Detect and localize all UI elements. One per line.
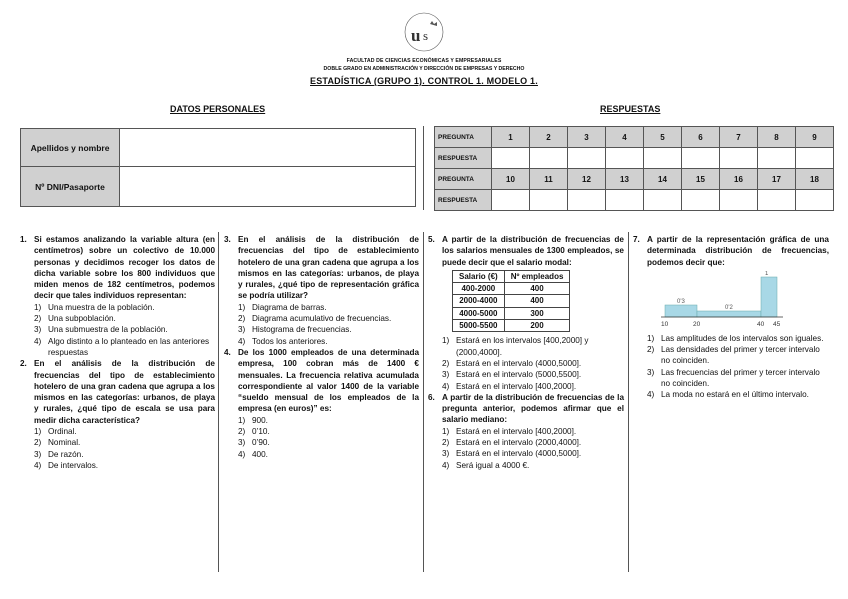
option[interactable] bbox=[20, 437, 215, 448]
option[interactable] bbox=[224, 302, 419, 313]
question-number: 15 bbox=[682, 169, 720, 190]
question-number: 6 bbox=[682, 127, 720, 148]
question-7 bbox=[633, 234, 829, 268]
answers-table bbox=[434, 126, 834, 211]
histogram-bar bbox=[665, 305, 697, 317]
column-divider bbox=[423, 232, 424, 572]
option-text: 0’10. bbox=[252, 427, 270, 437]
x-tick-label: 10 bbox=[661, 320, 669, 328]
header-divider bbox=[423, 126, 424, 210]
x-tick-label: 20 bbox=[693, 320, 701, 328]
option[interactable] bbox=[428, 381, 624, 392]
dni-label: Nº DNI/Pasaporte bbox=[21, 167, 120, 207]
question-number: 3 bbox=[568, 127, 606, 148]
salary-cell: 400-2000 bbox=[453, 283, 505, 295]
answer-cell[interactable] bbox=[720, 190, 758, 211]
answer-cell[interactable] bbox=[492, 190, 530, 211]
answer-cell[interactable] bbox=[492, 148, 530, 169]
option[interactable] bbox=[633, 333, 829, 344]
faculty-name: FACULTAD DE CIENCIAS ECONÓMICAS Y EMPRESARIALES bbox=[346, 58, 502, 64]
name-label: Apellidos y nombre bbox=[21, 129, 120, 167]
question-number: 5 bbox=[644, 127, 682, 148]
answer-cell[interactable] bbox=[758, 148, 796, 169]
column-4 bbox=[633, 234, 829, 401]
option-text: La moda no estará en el último intervalo. bbox=[661, 390, 809, 400]
option-text: Una subpoblación. bbox=[48, 314, 116, 324]
question-number: 5. bbox=[428, 235, 435, 244]
personal-data-table bbox=[20, 128, 416, 207]
option-text: De intervalos. bbox=[48, 460, 99, 470]
option[interactable] bbox=[20, 302, 215, 313]
employees-cell: 200 bbox=[504, 320, 570, 332]
option[interactable] bbox=[224, 437, 419, 448]
personal-data-title: DATOS PERSONALES bbox=[170, 104, 266, 114]
salary-cell: 4000-5000 bbox=[453, 307, 505, 319]
question-text: En el análisis de la distribución de frecuencias del tipo de establecimiento hotelero de una gran cadena que agrupa a los mismos en las categorías: urbanos, de playa y rurales, ¿qué tipo de escala se usa para medir dicha característica? bbox=[34, 359, 215, 425]
option-number: 4) bbox=[442, 381, 450, 391]
option-number: 4) bbox=[34, 460, 42, 470]
option[interactable] bbox=[20, 426, 215, 437]
option[interactable] bbox=[224, 426, 419, 437]
option[interactable] bbox=[224, 313, 419, 324]
histogram-bar bbox=[697, 311, 761, 317]
option-text: Una muestra de la población. bbox=[48, 302, 155, 312]
question-2 bbox=[20, 358, 215, 426]
option-number: 2) bbox=[442, 438, 450, 448]
question-number: 17 bbox=[758, 169, 796, 190]
option[interactable] bbox=[633, 344, 829, 367]
answer-cell[interactable] bbox=[568, 148, 606, 169]
question-number: 18 bbox=[796, 169, 834, 190]
question-number: 4. bbox=[224, 347, 231, 357]
question-text: A partir de la distribución de frecuencias de los salarios mensuales de 1300 empleados, se puede decir que el salario modal: bbox=[442, 235, 624, 267]
question-number: 14 bbox=[644, 169, 682, 190]
option-text: Diagrama acumulativo de frecuencias. bbox=[252, 314, 392, 324]
answer-cell[interactable] bbox=[606, 190, 644, 211]
column-2 bbox=[224, 234, 419, 460]
option-text: 900. bbox=[252, 415, 268, 425]
column-divider bbox=[628, 232, 629, 572]
question-5 bbox=[428, 234, 624, 268]
question-number: 1 bbox=[492, 127, 530, 148]
question-number: 16 bbox=[720, 169, 758, 190]
histogram-chart bbox=[633, 271, 823, 331]
option-text: Nominal. bbox=[48, 438, 81, 448]
question-number: 10 bbox=[492, 169, 530, 190]
option[interactable] bbox=[633, 367, 829, 390]
option-number: 1) bbox=[238, 415, 246, 425]
answer-cell[interactable] bbox=[568, 190, 606, 211]
answer-cell[interactable] bbox=[530, 190, 568, 211]
name-field[interactable] bbox=[120, 129, 416, 167]
answer-cell[interactable] bbox=[796, 190, 834, 211]
answer-cell[interactable] bbox=[644, 148, 682, 169]
salary-header: Salario (€) bbox=[453, 270, 505, 282]
option-text: Diagrama de barras. bbox=[252, 302, 327, 312]
option-text: Estará en el intervalo (2000,4000]. bbox=[456, 438, 582, 448]
histogram-bar bbox=[761, 277, 777, 317]
option-text: Una submuestra de la población. bbox=[48, 325, 168, 335]
answers-title: RESPUESTAS bbox=[600, 104, 661, 114]
question-text: En el análisis de la distribución de frecuencias del tipo de establecimiento hotelero de una gran cadena que agrupa a los mismos en las categorías: urbanos, de playa y rurales, ¿qué tipo de representación gráfica se podría utilizar? bbox=[238, 235, 419, 301]
option-text: Estará en el intervalo [400,2000]. bbox=[456, 381, 577, 391]
question-number: 6. bbox=[428, 392, 435, 402]
option-text: Estará en el intervalo [400,2000]. bbox=[456, 426, 577, 436]
respuesta-label: RESPUESTA bbox=[435, 190, 492, 211]
option[interactable] bbox=[224, 449, 419, 460]
option-number: 2) bbox=[442, 358, 450, 368]
option[interactable] bbox=[224, 336, 419, 347]
svg-text:u: u bbox=[411, 26, 421, 45]
option-number: 3) bbox=[34, 325, 42, 335]
salary-cell: 5000-5500 bbox=[453, 320, 505, 332]
x-tick-label: 40 bbox=[757, 320, 765, 328]
question-number: 7 bbox=[720, 127, 758, 148]
dni-field[interactable] bbox=[120, 167, 416, 207]
answers-row-input-1 bbox=[435, 148, 834, 169]
answer-cell[interactable] bbox=[720, 148, 758, 169]
answer-cell[interactable] bbox=[606, 148, 644, 169]
option-number: 1) bbox=[34, 302, 42, 312]
question-number: 2. bbox=[20, 359, 27, 369]
question-number: 8 bbox=[758, 127, 796, 148]
option[interactable] bbox=[224, 324, 419, 335]
column-1 bbox=[20, 234, 215, 471]
employees-header: Nº empleados bbox=[504, 270, 570, 282]
option[interactable] bbox=[428, 426, 624, 437]
option-number: 4) bbox=[238, 449, 246, 459]
option-text: De razón. bbox=[48, 449, 84, 459]
option-number: 1) bbox=[647, 333, 655, 343]
question-number: 4 bbox=[606, 127, 644, 148]
option[interactable] bbox=[20, 336, 215, 359]
question-number: 1. bbox=[20, 235, 27, 244]
option-text: Las frecuencias del primer y tercer intervalo no coinciden. bbox=[661, 367, 820, 389]
respuesta-label: RESPUESTA bbox=[435, 148, 492, 169]
option-text: Estará en el intervalo (4000,5000]. bbox=[456, 449, 582, 459]
answers-row-input-2 bbox=[435, 190, 834, 211]
bar-label: 0'3 bbox=[677, 298, 685, 305]
option-number: 3) bbox=[238, 325, 246, 335]
bar-label: 1 bbox=[765, 270, 769, 277]
option[interactable] bbox=[20, 313, 215, 324]
option-text: Ordinal. bbox=[48, 427, 77, 437]
bar-label: 0'2 bbox=[725, 304, 733, 311]
x-tick-label: 45 bbox=[773, 320, 781, 328]
option-text: 0’90. bbox=[252, 438, 270, 448]
option[interactable] bbox=[428, 448, 624, 459]
option[interactable] bbox=[428, 335, 624, 358]
pregunta-label: PREGUNTA bbox=[435, 169, 492, 190]
question-text: De los 1000 empleados de una determinada empresa, 100 cobran más de 1400 € mensuales. La frecuencia relativa acumulada correspondiente al valor 1400 de la variable “sueldo mensual de los empleados de la empresa (en euros)” es: bbox=[238, 347, 419, 414]
answer-cell[interactable] bbox=[530, 148, 568, 169]
degree-name: DOBLE GRADO EN ADMINISTRACIÓN Y DIRECCIÓN DE EMPRESAS Y DERECHO bbox=[323, 66, 525, 72]
option-text: 400. bbox=[252, 449, 268, 459]
option-number: 1) bbox=[442, 426, 450, 436]
option-number: 2) bbox=[647, 345, 655, 355]
option-text: Será igual a 4000 €. bbox=[456, 460, 530, 470]
column-3 bbox=[428, 234, 624, 471]
question-number: 12 bbox=[568, 169, 606, 190]
option-number: 3) bbox=[34, 449, 42, 459]
question-text: Si estamos analizando la variable altura (en centímetros) sobre un colectivo de 10.000 personas y decidimos recoger los datos de dicha variable sobre los 800 individuos que miden menos de 182 centímetros, podemos decir que tales individuos representan: bbox=[34, 235, 215, 301]
answer-cell[interactable] bbox=[682, 190, 720, 211]
question-number: 9 bbox=[796, 127, 834, 148]
employees-cell: 400 bbox=[504, 283, 570, 295]
column-divider bbox=[218, 232, 219, 572]
option-number: 4) bbox=[442, 460, 450, 470]
question-number: 3. bbox=[224, 235, 231, 244]
question-6 bbox=[428, 392, 624, 426]
exam-title: ESTADÍSTICA (GRUPO 1). CONTROL 1. MODELO 1. bbox=[310, 76, 538, 86]
option[interactable] bbox=[428, 437, 624, 448]
question-3 bbox=[224, 234, 419, 302]
question-number: 2 bbox=[530, 127, 568, 148]
pregunta-label: PREGUNTA bbox=[435, 127, 492, 148]
option-number: 1) bbox=[442, 336, 450, 346]
option-number: 2) bbox=[34, 314, 42, 324]
question-text: A partir de la representación gráfica de una determinada distribución de frecuencias, podemos decir que: bbox=[647, 235, 829, 267]
option[interactable] bbox=[224, 415, 419, 426]
option-number: 2) bbox=[238, 314, 246, 324]
option[interactable] bbox=[20, 449, 215, 460]
answer-cell[interactable] bbox=[796, 148, 834, 169]
question-number: 13 bbox=[606, 169, 644, 190]
svg-text:s: s bbox=[423, 28, 429, 43]
answer-cell[interactable] bbox=[758, 190, 796, 211]
option-number: 3) bbox=[647, 367, 655, 377]
answer-cell[interactable] bbox=[644, 190, 682, 211]
option-number: 1) bbox=[238, 302, 246, 312]
employees-cell: 400 bbox=[504, 295, 570, 307]
option[interactable] bbox=[428, 358, 624, 369]
option-text: Histograma de frecuencias. bbox=[252, 325, 352, 335]
option-number: 3) bbox=[442, 370, 450, 380]
option-text: Las densidades del primer y tercer intervalo no coinciden. bbox=[661, 345, 820, 366]
salary-cell: 2000-4000 bbox=[453, 295, 505, 307]
question-number: 11 bbox=[530, 169, 568, 190]
question-number: 7. bbox=[633, 235, 640, 244]
answer-cell[interactable] bbox=[682, 148, 720, 169]
option[interactable] bbox=[428, 369, 624, 380]
question-text: A partir de la distribución de frecuencias de la pregunta anterior, podemos afirmar que el salario mediano: bbox=[442, 392, 624, 425]
option-number: 3) bbox=[442, 449, 450, 459]
employees-cell: 300 bbox=[504, 307, 570, 319]
question-4 bbox=[224, 347, 419, 415]
option[interactable] bbox=[20, 324, 215, 335]
option-text: Todos los anteriores. bbox=[252, 336, 328, 346]
question-1 bbox=[20, 234, 215, 302]
option-text: Estará en el intervalo (4000,5000]. bbox=[456, 358, 582, 368]
option-text: Estará en el intervalo (5000,5500]. bbox=[456, 370, 582, 380]
answers-row-numbers-1 bbox=[435, 127, 834, 148]
option[interactable] bbox=[633, 389, 829, 400]
option[interactable] bbox=[20, 460, 215, 471]
option-text: Estará en los intervalos [400,2000] y (2000,4000]. bbox=[456, 336, 589, 357]
option-number: 3) bbox=[238, 438, 246, 448]
option-number: 4) bbox=[34, 336, 42, 346]
option[interactable] bbox=[428, 460, 624, 471]
answers-row-numbers-2 bbox=[435, 169, 834, 190]
option-number: 1) bbox=[34, 427, 42, 437]
option-number: 4) bbox=[647, 390, 655, 400]
option-text: Las amplitudes de los intervalos son iguales. bbox=[661, 333, 824, 343]
option-text: Algo distinto a lo planteado en las anteriores respuestas bbox=[48, 336, 210, 357]
option-number: 2) bbox=[34, 438, 42, 448]
university-logo bbox=[400, 10, 448, 54]
salary-table bbox=[452, 270, 570, 332]
option-number: 2) bbox=[238, 427, 246, 437]
option-number: 4) bbox=[238, 336, 246, 346]
